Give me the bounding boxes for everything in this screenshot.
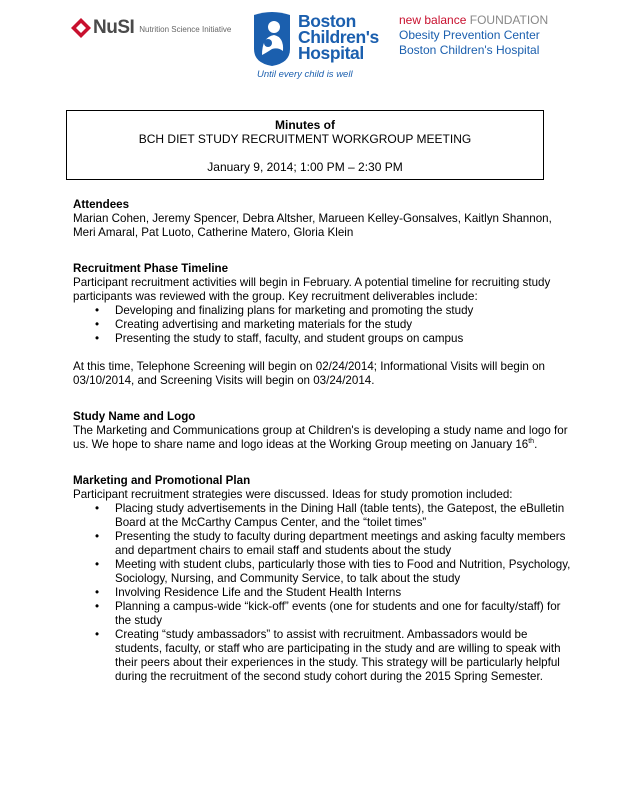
nbf-brand: new balance	[399, 13, 467, 27]
nusi-logo-icon	[71, 18, 91, 38]
list-item: • Creating “study ambassadors” to assist with recruitment. Ambassadors would be students, faculty, or staff who are participating in the study and are willing to speak with their peers about their experiences in the study. This strategy will be particularly helpful during the recruitment of the second study cohort during the 2015 Spring Semester.	[101, 628, 573, 684]
study-name-text-main: The Marketing and Communications group at Children's is developing a study name and logo for us. We hope to share name and logo ideas at the Working Group meeting on January 16	[73, 424, 568, 451]
marketing-heading: Marketing and Promotional Plan	[73, 474, 251, 487]
bch-name-line: Hospital	[298, 43, 364, 63]
attendees-section	[73, 198, 573, 240]
marketing-intro: Participant recruitment strategies were discussed. Ideas for study promotion included:	[73, 488, 513, 501]
study-name-heading: Study Name and Logo	[73, 410, 196, 423]
meeting-name: BCH DIET STUDY RECRUITMENT WORKGROUP MEETING	[138, 132, 472, 146]
bch-name	[298, 13, 379, 61]
bch-name-line: Boston	[298, 11, 356, 31]
list-item: • Placing study advertisements in the Dining Hall (table tents), the Gatepost, the eBulletin Board at the McCarthy Campus Center, and the “toilet times”	[101, 502, 573, 530]
nbf-logo	[399, 13, 548, 58]
nbf-line-1	[399, 13, 548, 28]
timeline-bullets	[73, 304, 573, 346]
header-logos	[0, 0, 618, 90]
attendees-list: Marian Cohen, Jeremy Spencer, Debra Altsher, Marueen Kelley-Gonsalves, Kaitlyn Shannon, Meri Amaral, Pat Luoto, Catherine Matero, Gloria Klein	[73, 212, 552, 239]
title-box	[66, 110, 544, 180]
mother-child-icon	[250, 11, 294, 67]
list-item: • Creating advertising and marketing materials for the study	[101, 318, 573, 332]
list-item: • Presenting the study to faculty during department meetings and asking faculty members and department chairs to email staff and students about the study	[101, 530, 573, 558]
list-item: • Presenting the study to staff, faculty, and student groups on campus	[101, 332, 573, 346]
nusi-wordmark: NuSI	[93, 17, 135, 38]
nbf-line-2: Obesity Prevention Center	[399, 28, 540, 42]
bch-tagline: Until every child is well	[257, 69, 353, 80]
document-body	[73, 198, 573, 706]
bch-logo	[250, 11, 380, 83]
meeting-date: January 9, 2014; 1:00 PM – 2:30 PM	[207, 160, 403, 174]
study-name-text	[73, 424, 573, 452]
marketing-section	[73, 474, 573, 684]
timeline-heading: Recruitment Phase Timeline	[73, 262, 229, 275]
list-item: • Developing and finalizing plans for marketing and promoting the study	[101, 304, 573, 318]
nbf-foundation: FOUNDATION	[469, 13, 549, 27]
bch-name-line: Children's	[298, 27, 379, 47]
list-item: • Involving Residence Life and the Student Health Interns	[101, 586, 573, 600]
nbf-line-3: Boston Children's Hospital	[399, 43, 540, 57]
marketing-bullets	[73, 502, 573, 684]
attendees-heading: Attendees	[73, 198, 130, 211]
timeline-dates: At this time, Telephone Screening will begin on 02/24/2014; Informational Visits will begin on 03/10/2014, and Screening Visits will begin on 03/24/2014.	[73, 360, 545, 387]
timeline-section	[73, 262, 573, 388]
nusi-subtitle: Nutrition Science Initiative	[139, 25, 232, 34]
list-item: • Planning a campus-wide “kick-off” events (one for students and one for faculty/staff) for the study	[101, 600, 573, 628]
nusi-logo	[71, 17, 231, 39]
ordinal-suffix: th	[528, 438, 535, 446]
list-item: • Meeting with student clubs, particularly those with ties to Food and Nutrition, Psychology, Sociology, Nursing, and Community Service, to talk about the study	[101, 558, 573, 586]
timeline-intro: Participant recruitment activities will begin in February. A potential timeline for recruiting study participants was reviewed with the group. Key recruitment deliverables include:	[73, 276, 551, 303]
title-minutes: Minutes of	[275, 118, 335, 132]
study-name-section	[73, 410, 573, 452]
study-name-text-end: .	[534, 438, 538, 451]
